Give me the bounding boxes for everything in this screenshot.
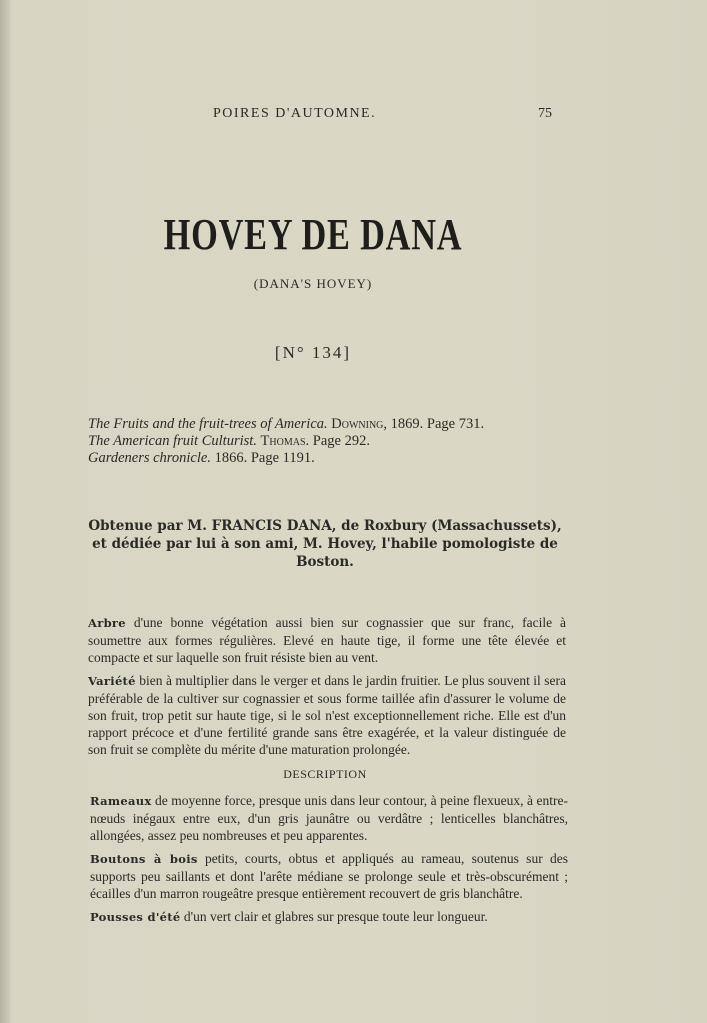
variety-subtitle: (DANA'S HOVEY) <box>253 276 373 291</box>
reference-work: The Fruits and the fruit-trees of America. <box>88 416 328 432</box>
origin-note: Obtenue par M. FRANCIS DANA, de Roxbury (Massachussets), et dédiée par lui à son ami, M. Hovey, l'habile pomologiste de Boston. <box>88 518 562 570</box>
reference-work: The American fruit Culturist. <box>88 433 257 449</box>
paragraph-lead: Pousses d'été <box>90 910 181 924</box>
paragraph <box>90 792 568 844</box>
variety-number: [N° 134] <box>274 343 352 362</box>
reference-detail: 1866. Page 1191. <box>210 450 315 466</box>
reference-author: Thomas <box>260 433 306 449</box>
paragraph-lead: Boutons à bois <box>90 852 198 866</box>
running-title: POIRES D'AUTOMNE. <box>213 106 377 121</box>
paragraph-text: d'une bonne végétation aussi bien sur cognassier que sur franc, facile à soumettre aux formes régulières. Elevé en haute tige, il forme une tête élevée et compacte et sur laquelle son fruit résiste bien au vent. <box>88 615 566 665</box>
paragraph-text: de moyenne force, presque unis dans leur contour, à peine flexueux, à entre-nœuds inégaux entre eux, d'un gris jaunâtre ou verdâtre ; lenticelles blanchâtres, allongées, assez peu nombreuses et peu apparentes. <box>90 793 568 843</box>
paragraph-text: bien à multiplier dans le verger et dans le jardin fruitier. Le plus souvent il sera préférable de la cultiver sur cognassier et sous forme taillée afin d'assurer le volume de son fruit, trop petit sur haute tige, si le sol n'est exceptionnellement riche. Elle est d'un rapport précoce et d'une fertilité grande sans être exagérée, et la valeur distinguée de son fruit se complète du mérite d'une maturation prolongée. <box>88 673 566 757</box>
paragraph <box>88 614 566 666</box>
paragraph-text: d'un vert clair et glabres sur presque toute leur longueur. <box>180 909 488 924</box>
variety-title: HOVEY DE DANA <box>163 210 463 259</box>
reference-detail: . Page 292. <box>305 433 370 449</box>
reference-author: Downing <box>331 416 384 432</box>
paragraph <box>90 908 568 926</box>
paragraph <box>90 850 568 902</box>
paragraph <box>88 672 566 758</box>
references <box>88 416 707 467</box>
reference-item <box>88 416 707 433</box>
reference-item <box>88 450 707 467</box>
paragraph-lead: Rameaux <box>90 794 152 808</box>
paragraph-lead: Arbre <box>88 616 126 630</box>
reference-item <box>88 433 707 450</box>
running-header <box>0 106 707 124</box>
paragraph-text: petits, courts, obtus et appliqués au rameau, soutenus sur des supports peu saillants et dont l'arête médiane se prolonge seule et très-obscurément ; écailles d'un marron rougeâtre presque entièrement recouvert de gris blanchâtre. <box>90 851 568 901</box>
description-heading: DESCRIPTION <box>283 767 367 781</box>
paragraph-lead: Variété <box>88 674 136 688</box>
description-paragraphs <box>90 792 568 926</box>
reference-detail: , 1869. Page 731. <box>383 416 485 432</box>
page-number: 75 <box>538 106 552 121</box>
general-paragraphs <box>88 614 566 758</box>
reference-work: Gardeners chronicle. <box>88 450 211 466</box>
